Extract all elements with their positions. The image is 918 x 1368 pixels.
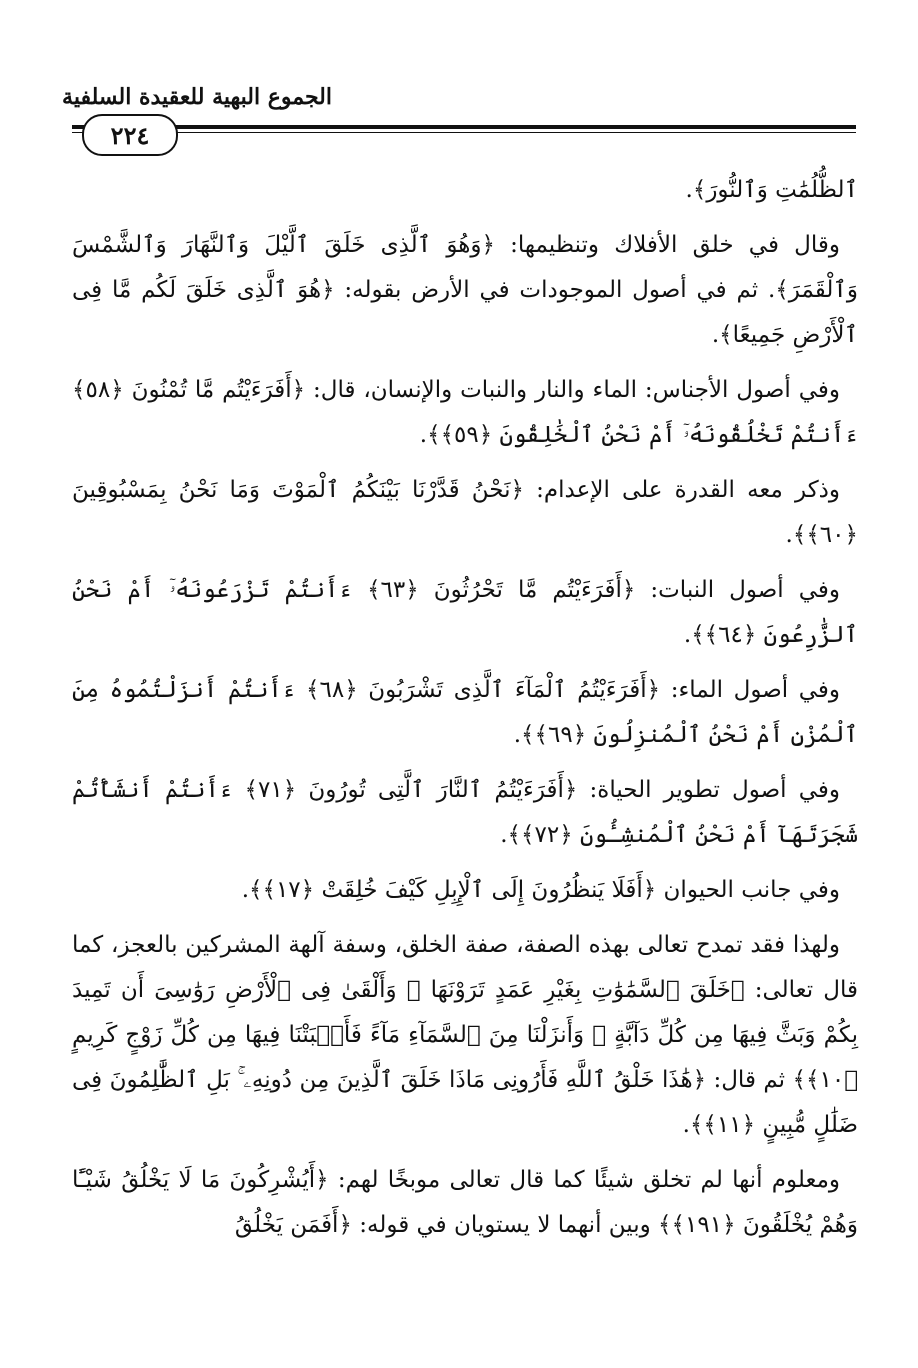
page-number: ٢٢٤ (110, 120, 150, 150)
paragraph-2: وقال في خلق الأفلاك وتنظيمها: ﴿وَهُوَ ٱلَّذِى خَلَقَ ٱلَّيْلَ وَٱلنَّهَارَ وَٱلشَّمْسَ وَٱلْقَمَرَ﴾. ثم في أصول الموجودات في الأرض بقوله: ﴿هُوَ ٱلَّذِى خَلَقَ لَكُم مَّا فِى ٱلْأَرْضِ جَمِيعًا﴾. (72, 232, 858, 348)
running-header-title: الجموع البهية للعقيدة السلفية (62, 84, 332, 110)
paragraph-6: وفي أصول الماء: ﴿أَفَرَءَيْتُمُ ٱلْمَآءَ ٱلَّذِى تَشْرَبُونَ ﴿٦٨﴾ ءَأَنتُمْ أَنزَلْتُمُوهُ مِنَ ٱلْمُزْنِ أَمْ نَحْنُ ٱلْمُنزِلُونَ ﴿٦٩﴾﴾. (72, 677, 858, 748)
paragraph-5: وفي أصول النبات: ﴿أَفَرَءَيْتُم مَّا تَحْرُثُونَ ﴿٦٣﴾ ءَأَنتُمْ تَزْرَعُونَهُۥٓ أَمْ نَحْنُ ٱلزَّٰرِعُونَ ﴿٦٤﴾﴾. (72, 577, 858, 648)
paragraph-4: وذكر معه القدرة على الإعدام: ﴿نَحْنُ قَدَّرْنَا بَيْنَكُمُ ٱلْمَوْتَ وَمَا نَحْنُ بِمَسْبُوقِينَ ﴿٦٠﴾﴾. (72, 477, 858, 548)
paragraph-3: وفي أصول الأجناس: الماء والنار والنبات والإنسان، قال: ﴿أَفَرَءَيْتُم مَّا تُمْنُونَ ﴿٥٨﴾ ءَأَنتُمْ تَخْلُقُونَهُۥٓ أَمْ نَحْنُ ٱلْخَٰلِقُونَ ﴿٥٩﴾﴾. (72, 377, 858, 448)
paragraph-7: وفي أصول تطوير الحياة: ﴿أَفَرَءَيْتُمُ ٱلنَّارَ ٱلَّتِى تُورُونَ ﴿٧١﴾ ءَأَنتُمْ أَنشَأْتُمْ شَجَرَتَهَآ أَمْ نَحْنُ ٱلْمُنشِـُٔونَ ﴿٧٢﴾﴾. (72, 777, 858, 848)
header-rule-thick (72, 125, 856, 129)
paragraph-1: ٱلظُّلُمَٰتِ وَٱلنُّورَ﴾. (685, 177, 858, 203)
paragraph-8: وفي جانب الحيوان ﴿أَفَلَا يَنظُرُونَ إِلَى ٱلْإِبِلِ كَيْفَ خُلِقَتْ ﴿١٧﴾﴾. (241, 877, 840, 903)
paragraph-9: ولهذا فقد تمدح تعالى بهذه الصفة، صفة الخلق، وسفة آلهة المشركين بالعجز، كما قال تعالى: ﴿خَلَقَ ٱلسَّمَٰوَٰتِ بِغَيْرِ عَمَدٍ تَرَوْنَهَا ۖ وَأَلْقَىٰ فِى ٱلْأَرْضِ رَوَٰسِىَ أَن تَمِيدَ بِكُمْ وَبَثَّ فِيهَا مِن كُلِّ دَآبَّةٍ ۚ وَأَنزَلْنَا مِنَ ٱلسَّمَآءِ مَآءً فَأَنۢبَتْنَا فِيهَا مِن كُلِّ زَوْجٍ كَرِيمٍ ﴿١٠﴾﴾ ثم قال: ﴿هَٰذَا خَلْقُ ٱللَّهِ فَأَرُونِى مَاذَا خَلَقَ ٱلَّذِينَ مِن دُونِهِۦ ۚ بَلِ ٱلظَّٰلِمُونَ فِى ضَلَٰلٍ مُّبِينٍ ﴿١١﴾﴾. (72, 932, 858, 1138)
body-text (72, 168, 858, 1258)
paragraph-10: ومعلوم أنها لم تخلق شيئًا كما قال تعالى موبخًا لهم: ﴿أَيُشْرِكُونَ مَا لَا يَخْلُقُ شَيْـًٔا وَهُمْ يُخْلَقُونَ ﴿١٩١﴾﴾ وبين أنهما لا يستويان في قوله: ﴿أَفَمَن يَخْلُقُ (72, 1167, 858, 1238)
header-rule-thin (72, 132, 856, 133)
page-number-badge (82, 114, 178, 156)
